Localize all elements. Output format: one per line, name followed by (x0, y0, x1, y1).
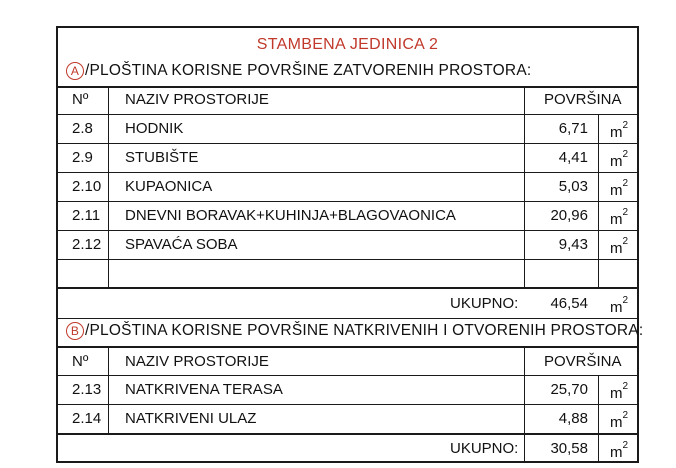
room-area: 5,03 (558, 178, 588, 195)
divider (57, 230, 638, 231)
column-header-name: NAZIV PROSTORIJE (125, 353, 269, 370)
room-name: NATKRIVENI ULAZ (125, 410, 257, 427)
section-a-heading (66, 62, 531, 80)
divider (57, 375, 638, 376)
section-a-heading-text: /PLOŠTINA KORISNE POVRŠINE ZATVORENIH PROSTORA: (85, 62, 532, 79)
area-unit: $m^2$ (610, 381, 629, 402)
area-unit: $m^2$ (610, 178, 629, 199)
room-name: NATKRIVENA TERASA (125, 381, 283, 398)
room-area: 6,71 (558, 120, 588, 137)
column-divider (108, 87, 109, 288)
total-label: UKUPNO: (450, 440, 519, 457)
divider (57, 318, 638, 319)
room-area: 9,43 (558, 236, 588, 253)
area-unit: $m^2$ (610, 149, 629, 170)
room-name: DNEVNI BORAVAK+KUHINJA+BLAGOVAONICA (125, 207, 456, 224)
divider (57, 114, 638, 115)
row-number: 2.10 (72, 178, 102, 195)
area-unit: $m^2$ (610, 236, 629, 257)
room-area: 4,88 (558, 410, 588, 427)
section-a-marker: A (66, 62, 84, 80)
total-unit: $m^2$ (610, 295, 629, 316)
total-unit: $m^2$ (610, 440, 629, 461)
row-number: 2.12 (72, 236, 102, 253)
column-header-no: Nº (72, 91, 89, 108)
room-name: STUBIŠTE (125, 149, 199, 166)
total-label: UKUPNO: (450, 295, 519, 312)
divider (57, 404, 638, 405)
divider (57, 346, 638, 348)
column-divider (598, 115, 599, 288)
total-value: 30,58 (550, 440, 588, 457)
room-name: SPAVAĆA SOBA (125, 236, 238, 253)
room-area: 25,70 (550, 381, 588, 398)
row-number: 2.9 (72, 149, 93, 166)
column-header-no: Nº (72, 353, 89, 370)
column-divider (108, 347, 109, 434)
divider (57, 86, 638, 88)
row-number: 2.11 (72, 207, 101, 224)
column-header-area: POVRŠINA (544, 353, 622, 370)
column-header-name: NAZIV PROSTORIJE (125, 91, 269, 108)
total-value: 46,54 (550, 295, 588, 312)
section-b-marker: B (66, 322, 84, 340)
divider (57, 143, 638, 144)
document-title: STAMBENA JEDINICA 2 (256, 36, 439, 53)
divider (57, 201, 638, 202)
divider (57, 287, 638, 289)
divider (57, 259, 638, 260)
room-name: KUPAONICA (125, 178, 213, 195)
row-number: 2.14 (72, 410, 102, 427)
column-header-area: POVRŠINA (544, 91, 622, 108)
divider (57, 172, 638, 173)
row-number: 2.8 (72, 120, 93, 137)
area-unit: $m^2$ (610, 120, 629, 141)
room-name: HODNIK (125, 120, 184, 137)
section-b-heading-text: /PLOŠTINA KORISNE POVRŠINE NATKRIVENIH I OTVORENIH PROSTORA: (85, 322, 644, 339)
room-area: 20,96 (550, 207, 588, 224)
section-b-heading (66, 322, 643, 340)
row-number: 2.13 (72, 381, 102, 398)
divider (57, 433, 638, 435)
room-area: 4,41 (558, 149, 588, 166)
column-divider (598, 376, 599, 463)
area-unit: $m^2$ (610, 207, 629, 228)
area-unit: $m^2$ (610, 410, 629, 431)
